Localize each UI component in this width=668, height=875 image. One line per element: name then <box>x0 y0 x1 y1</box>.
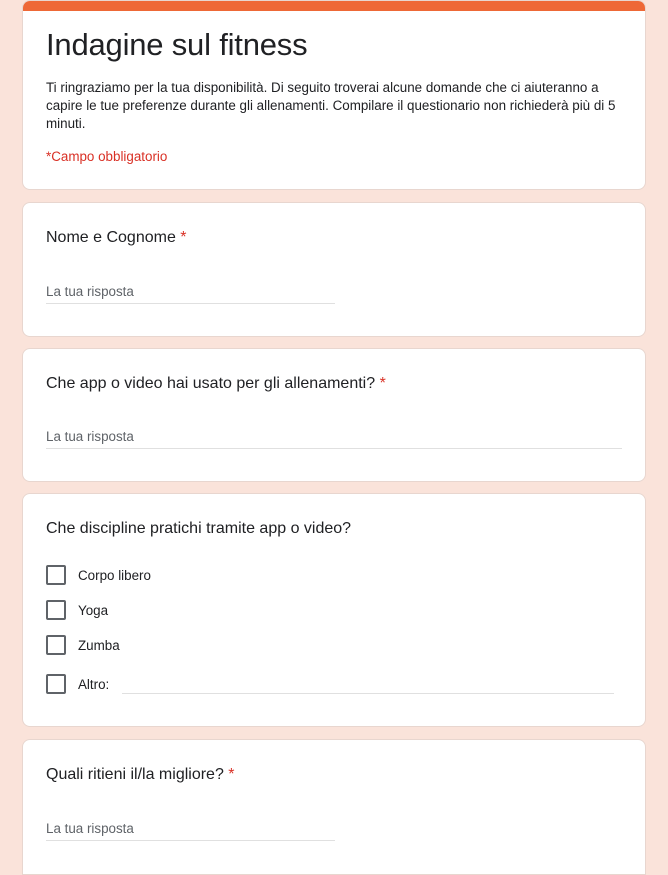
best-answer-input[interactable]: La tua risposta <box>46 821 335 841</box>
question-card-disciplines <box>22 493 646 727</box>
question-card-apps <box>22 348 646 482</box>
question-label: Quali ritieni il/la migliore? <box>46 766 224 783</box>
other-text-input[interactable] <box>122 693 614 694</box>
question-label: Che discipline pratichi tramite app o video? <box>46 520 352 537</box>
question-title <box>46 375 386 393</box>
question-title <box>46 520 351 538</box>
required-asterisk: * <box>379 375 386 392</box>
question-label: Nome e Cognome <box>46 229 176 246</box>
required-asterisk: * <box>180 229 187 246</box>
checkbox[interactable] <box>46 674 66 694</box>
checkbox[interactable] <box>46 635 66 655</box>
form-description: Ti ringraziamo per la tua disponibilità. Di seguito troverai alcune domande che ci aiuteranno a capire le tue preferenze durante gli allenamenti. Compilare il questionario non richiederà più di 5 minuti. <box>46 80 616 131</box>
option-altro[interactable] <box>46 674 109 694</box>
question-card-best <box>22 739 646 875</box>
question-title <box>46 229 187 247</box>
name-answer-input[interactable]: La tua risposta <box>46 284 335 304</box>
option-corpo-libero[interactable] <box>46 565 151 585</box>
option-yoga[interactable] <box>46 600 108 620</box>
option-label: Yoga <box>78 602 109 618</box>
form-title: Indagine sul fitness <box>46 27 308 62</box>
apps-answer-input[interactable]: La tua risposta <box>46 429 622 449</box>
checkbox[interactable] <box>46 600 66 620</box>
option-label: Altro: <box>78 676 110 692</box>
question-label: Che app o video hai usato per gli allenamenti? <box>46 375 376 392</box>
form-header-card <box>22 0 646 190</box>
accent-bar <box>23 1 645 11</box>
required-asterisk: * <box>228 766 235 783</box>
question-card-name <box>22 202 646 337</box>
checkbox[interactable] <box>46 565 66 585</box>
option-zumba[interactable] <box>46 635 120 655</box>
question-title <box>46 766 235 784</box>
option-label: Zumba <box>78 637 120 653</box>
option-label: Corpo libero <box>78 567 151 583</box>
required-field-note: *Campo obbligatorio <box>46 149 168 164</box>
